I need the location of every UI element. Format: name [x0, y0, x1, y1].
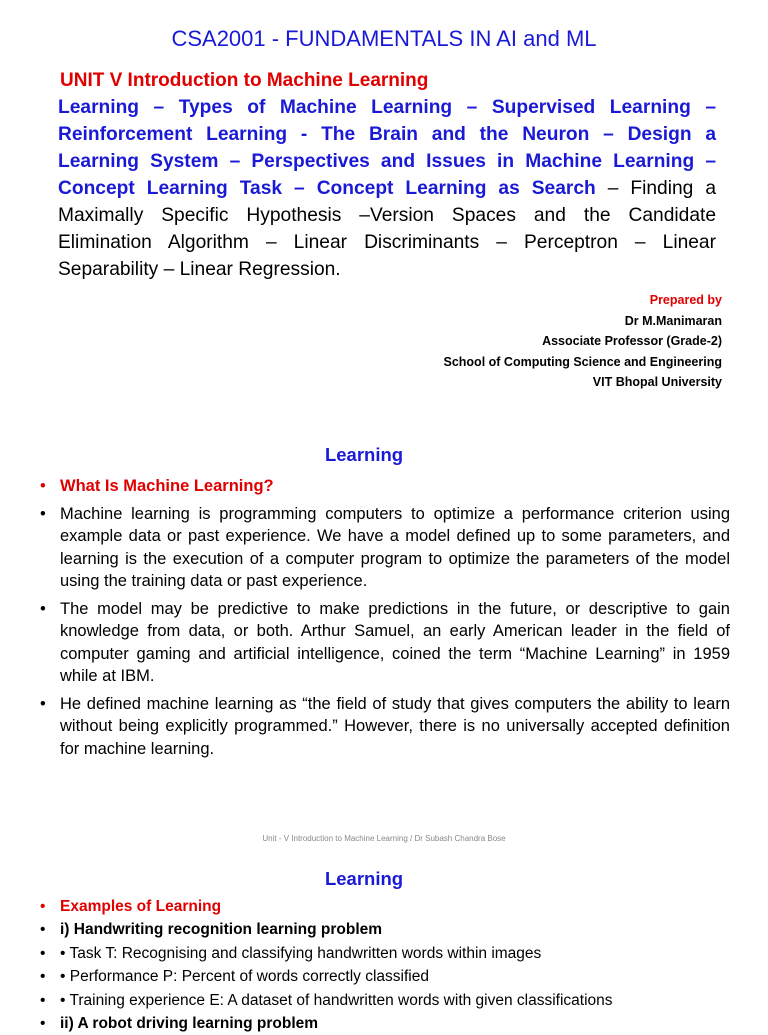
example-item-text: • Performance P: Percent of words correctly classified — [60, 968, 429, 986]
section-heading-learning-2: Learning — [324, 868, 404, 889]
slide-footer: Unit - V Introduction to Machine Learning / Dr Subash Chandra Bose — [262, 834, 506, 843]
paragraph-text: Machine learning is programming computers to optimize a performance criterion using example data or past experience. We have a model defined up to some parameters, and learning is the execution of a computer program to optimize the parameters of the model using the training data or past experience. — [60, 504, 730, 590]
prepared-by-block — [322, 290, 722, 393]
bullet-dot: • — [40, 1015, 46, 1033]
list-item — [40, 598, 730, 688]
paragraph-text: He defined machine learning as “the field of study that gives computers the ability to learn without being explicitly programmed.” However, there is no universally accepted definition for machine learning. — [60, 694, 730, 758]
list-item — [40, 942, 730, 965]
author-university: VIT Bhopal University — [592, 375, 722, 389]
bullet-dot: • — [40, 694, 46, 713]
example-item-text: • Task T: Recognising and classifying handwritten words within images — [60, 944, 542, 962]
author-school: School of Computing Science and Engineering — [443, 354, 722, 369]
bullet-dot: • — [40, 477, 46, 495]
unit-title-text: UNIT V Introduction to Machine Learning — [60, 70, 429, 91]
examples-bullet-list — [40, 895, 730, 1035]
question-heading: What Is Machine Learning? — [60, 477, 274, 495]
paragraph-text: The model may be predictive to make predictions in the future, or descriptive to gain knowledge from data, or both. Arthur Samuel, an early American leader in the field of computer gaming and artificial intelligence, coined the term “Machine Learning” in 1959 while at IBM. — [60, 599, 730, 685]
list-item — [40, 965, 730, 988]
syllabus-topics-highlighted: Learning – Types of Machine Learning – Supervised Learning – Reinforcement Learning - The Brain and the Neuron – Design a Learning System – Perspectives and Issues in Machine Learning – Concept Learning Task – Concept Learning as Search — [58, 97, 716, 199]
problem-title: i) Handwriting recognition learning problem — [60, 921, 383, 939]
author-name: Dr M.Manimaran — [624, 313, 722, 328]
list-item — [40, 895, 730, 918]
course-title: CSA2001 - FUNDAMENTALS IN AI and ML — [171, 26, 597, 51]
unit-title — [60, 70, 428, 92]
list-item — [40, 989, 730, 1012]
author-designation: Associate Professor (Grade-2) — [542, 334, 722, 348]
section-heading-learning: Learning — [324, 444, 404, 465]
bullet-dot: • — [40, 599, 46, 618]
bullet-dot: • — [40, 944, 46, 962]
bullet-dot: • — [40, 504, 46, 523]
bullet-dot: • — [40, 968, 46, 986]
examples-heading: Examples of Learning — [60, 898, 222, 915]
bullet-dot: • — [40, 921, 46, 939]
learning-bullet-list — [40, 475, 730, 760]
bullet-dot: • — [40, 991, 46, 1009]
list-item — [40, 475, 730, 498]
list-item — [40, 918, 730, 941]
syllabus-paragraph — [58, 94, 716, 283]
example-item-text: • Training experience E: A dataset of handwritten words with given classifications — [60, 991, 613, 1009]
list-item — [40, 503, 730, 593]
bullet-dot: • — [40, 898, 46, 915]
problem-title: ii) A robot driving learning problem — [60, 1015, 319, 1033]
list-item — [40, 693, 730, 761]
prepared-by-label: Prepared by — [649, 293, 722, 307]
syllabus-topics-rest: – Finding a Maximally Specific Hypothesis –Version Spaces and the Candidate Elimination Algorithm – Linear Discriminants – Perceptron – Linear Separability – Linear Regression. — [58, 178, 716, 280]
